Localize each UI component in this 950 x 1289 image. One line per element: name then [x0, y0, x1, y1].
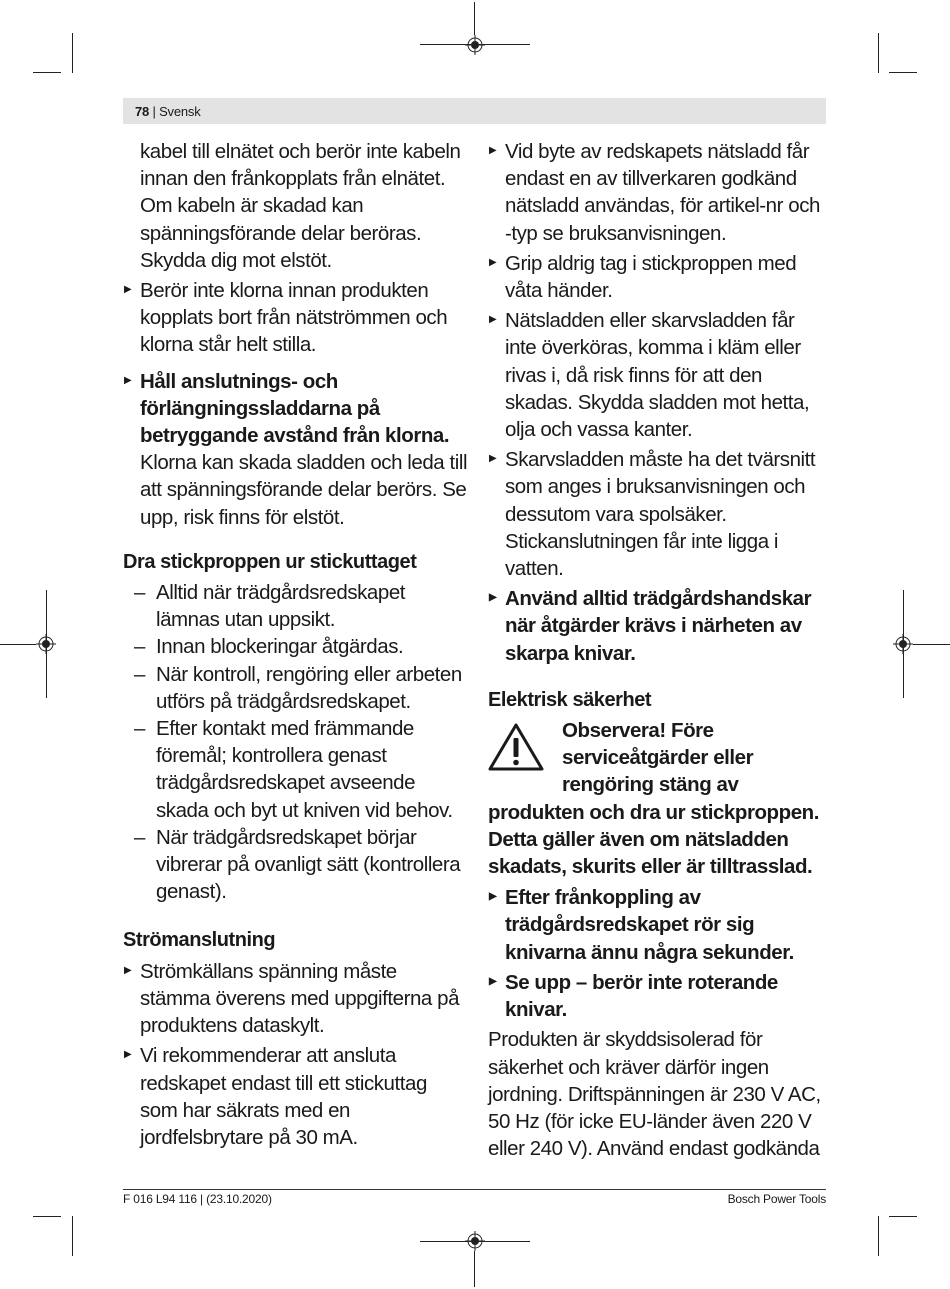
bullet-item: ▶ Nätsladden eller skarvsladden får inte överköras, komma i kläm eller rivas i, då risk finns för att den skadas. Skydda sladden mot hetta, olja och vassa kanter.: [488, 307, 830, 443]
page-header-bar: [123, 98, 826, 124]
footer-doc-ref: F 016 L94 116 | (23.10.2020): [123, 1192, 272, 1206]
bullet-item-bold: ▶ Efter frånkoppling av trädgårdsredskapet rör sig knivarna ännu några sekunder.: [488, 884, 830, 966]
crop-mark: [889, 1216, 917, 1217]
registration-mark-icon: [465, 35, 485, 55]
section-heading-electric: Elektrisk säkerhet: [488, 688, 652, 711]
crop-mark: [420, 44, 530, 45]
closing-text: Produkten är skyddsisolerad för säkerhet och kräver därför ingen jordning. Driftspänningen är 230 V AC, 50 Hz (för icke EU-länder även 220 V eller 240 V). Använd endast godkända: [488, 1028, 821, 1161]
header-language: Svensk: [159, 104, 201, 119]
dash-item: – Innan blockeringar åtgärdas.: [123, 633, 468, 660]
bullet-item: ▶ Skarvsladden måste ha det tvärsnitt som anges i bruksanvisningen och dessutom vara spolsäker. Stickanslutningen får inte ligga i vatten.: [488, 446, 830, 582]
page-number: 78: [135, 104, 150, 119]
footer-brand: Bosch Power Tools: [727, 1192, 826, 1206]
bullet-item: [123, 368, 468, 531]
bullet-item: ▶ Berör inte klorna innan produkten kopplats bort från nätströmmen och klorna står helt stilla.: [123, 277, 468, 359]
crop-mark: [46, 590, 47, 698]
crop-mark: [474, 1251, 475, 1287]
crop-mark: [889, 72, 917, 73]
dash-item: – När kontroll, rengöring eller arbeten utförs på trädgårdsredskapet.: [123, 661, 468, 715]
crop-mark: [474, 2, 475, 35]
crop-mark: [72, 1216, 73, 1256]
bullet-item-bold: ▶ Använd alltid trädgårdshandskar när åtgärder krävs i närheten av skarpa knivar.: [488, 585, 830, 667]
left-column: [123, 138, 468, 1154]
section-heading-power: Strömanslutning: [123, 929, 276, 952]
right-column: [488, 138, 830, 1162]
crop-mark: [0, 644, 36, 645]
bullet-item: ▶ Grip aldrig tag i stickproppen med våta händer.: [488, 250, 830, 304]
crop-mark: [913, 644, 950, 645]
bullet-item: ▶ Vi rekommenderar att ansluta redskapet endast till ett stickuttag som har säkrats med en jordfelsbrytare på 30 mA.: [123, 1042, 468, 1151]
intro-text: kabel till elnätet och berör inte kabeln innan den frånkopplats från elnätet. Om kabeln är skadad kan spänningsförande delar beröras. Skydda dig mot elstöt.: [140, 140, 461, 272]
crop-mark: [33, 1216, 61, 1217]
bullet-text: Klorna kan skada sladden och leda till att spänningsförande delar berörs. Se upp, risk finns för elstöt.: [140, 451, 468, 529]
crop-mark: [903, 590, 904, 698]
dash-item: – När trädgårdsredskapet börjar vibrerar på ovanligt sätt (kontrollera genast).: [123, 824, 468, 906]
warning-block: [488, 717, 830, 880]
bullet-item: ▶ Strömkällans spänning måste stämma överens med uppgifterna på produktens dataskylt.: [123, 958, 468, 1040]
warning-triangle-icon: [488, 722, 544, 772]
crop-mark: [33, 72, 61, 73]
bullet-item: ▶ Vid byte av redskapets nätsladd får endast en av tillverkaren godkänd nätsladd användas, för artikel-nr och -typ se bruksanvisningen.: [488, 138, 830, 247]
crop-mark: [878, 1216, 879, 1256]
dash-item: – Alltid när trädgårdsredskapet lämnas utan uppsikt.: [123, 579, 468, 633]
crop-mark: [72, 33, 73, 73]
section-heading-unplug: Dra stickproppen ur stickuttaget: [123, 550, 417, 573]
bullet-item-bold: ▶ Se upp – berör inte roterande knivar.: [488, 969, 830, 1023]
page-header: 78 | Svensk: [135, 104, 201, 119]
warning-text: Observera! Före serviceåtgärder eller rengöring stäng av produkten och dra ur stickproppen. Detta gäller även om nätsladden skadats, skurits eller är tilltrasslad.: [488, 719, 819, 879]
bullet-bold-text: Håll anslutnings- och förlängningssladdarna på betryggande avstånd från klorna.: [140, 369, 450, 448]
footer-divider: [123, 1189, 826, 1190]
crop-mark: [420, 1241, 530, 1242]
dash-item: – Efter kontakt med främmande föremål; kontrollera genast trädgårdsredskapet avseende skada och byt ut kniven vid behov.: [123, 715, 468, 824]
crop-mark: [878, 33, 879, 73]
